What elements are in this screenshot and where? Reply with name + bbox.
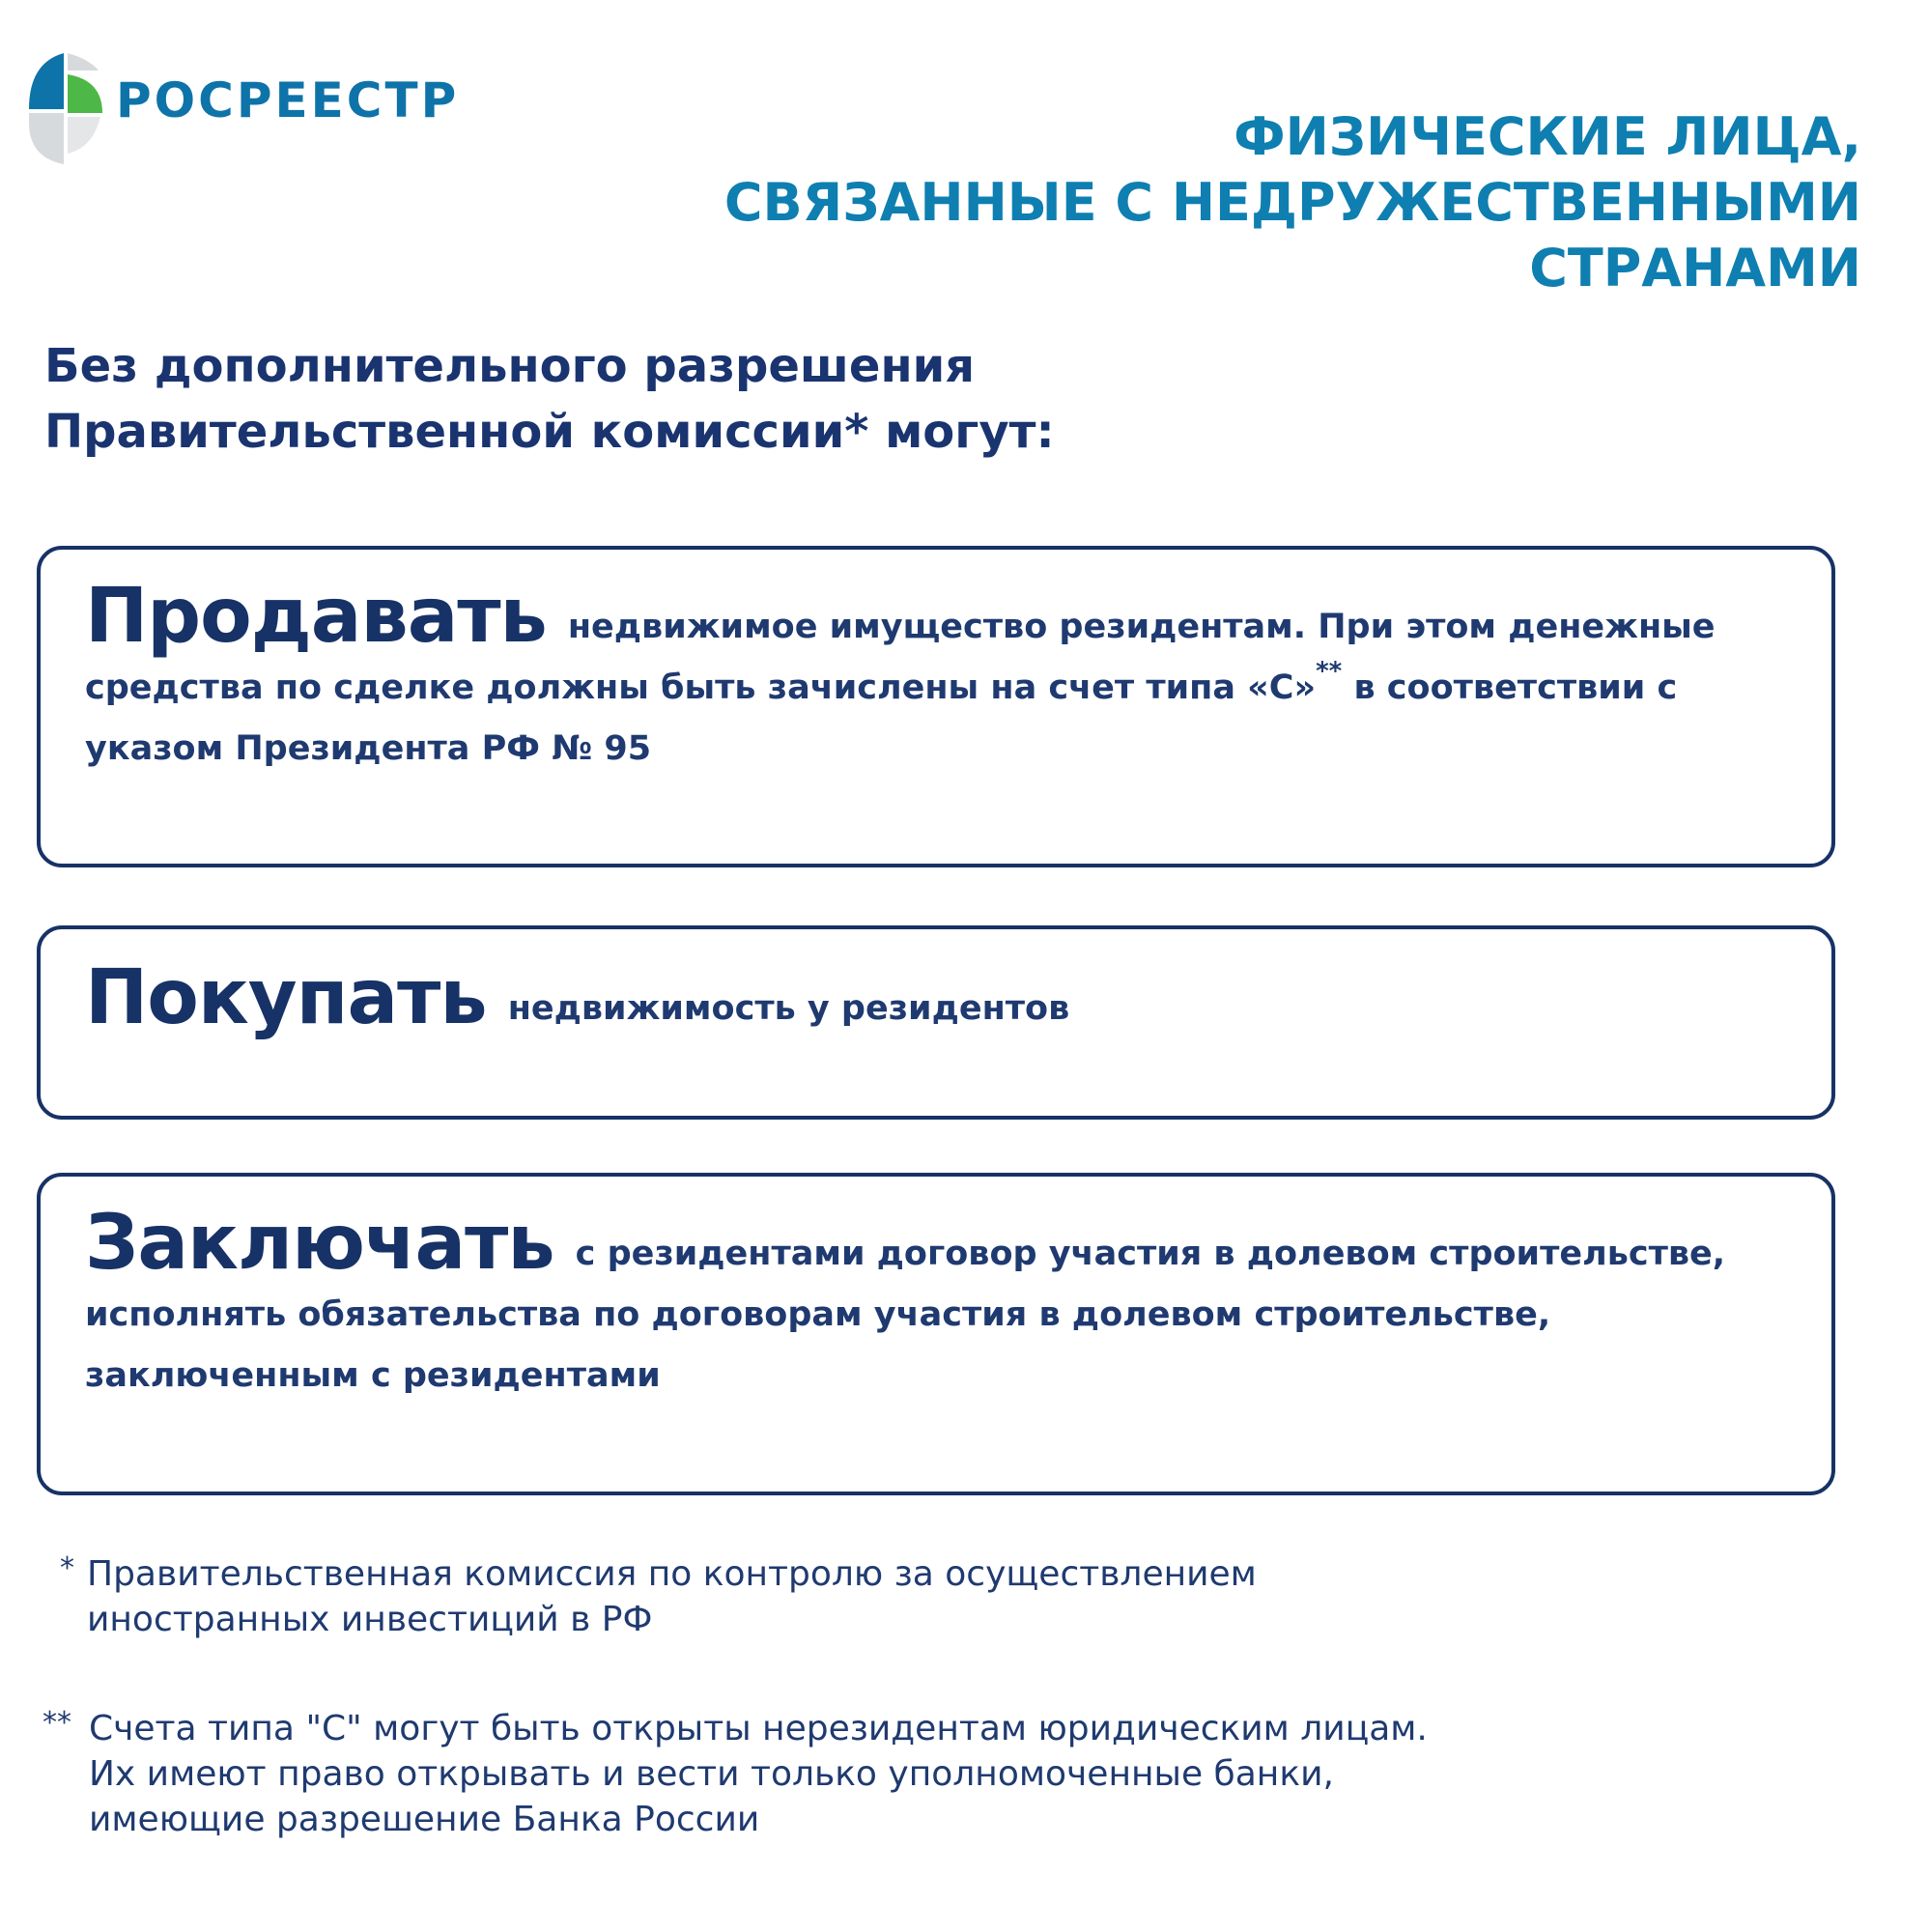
card-contract-verb: Заключать (85, 1200, 554, 1287)
card-buy-body (85, 954, 1783, 1041)
card-buy-verb: Покупать (85, 954, 487, 1041)
footnote-text: Счета типа "С" могут быть открыты нерезидентам юридическим лицам. Их имеют право открывать и вести только уполномоченные банки, имеющие разрешение Банка России (89, 1709, 1428, 1839)
footnote-text: Правительственная комиссия по контролю за осуществлением иностранных инвестиций в РФ (87, 1554, 1257, 1639)
footnote-mark: ** (43, 1706, 71, 1740)
footnote-commission (60, 1551, 1509, 1642)
card-sell-text: недвижимое имущество резидентам. При этом денежные средства по сделке должны быть зачислены на счет типа «С» (85, 608, 1716, 707)
card-contract-text: с резидентами договор участия в долевом строительстве, исполнять обязательства по договорам участия в долевом строительстве, заключенным с резидентами (85, 1235, 1726, 1395)
footnote-mark: * (60, 1551, 74, 1585)
intro-heading: Без дополнительного разрешения Правительственной комиссии* могут: (44, 339, 1055, 459)
footnote-ref-double-asterisk: ** (1316, 657, 1343, 686)
logo-wordmark: РОСРЕЕСТР (116, 72, 460, 128)
card-sell-text-after: в соответствии с указом Президента РФ № 95 (85, 668, 1678, 768)
card-contract (37, 1173, 1835, 1495)
footnote-account-type (43, 1706, 1588, 1842)
rosreestr-logo (29, 53, 493, 164)
rosreestr-emblem-icon (29, 53, 102, 164)
card-contract-body (85, 1200, 1783, 1406)
card-sell-verb: Продавать (85, 573, 547, 660)
card-buy (37, 925, 1835, 1120)
page-title: ФИЗИЧЕСКИЕ ЛИЦА, СВЯЗАННЫЕ С НЕДРУЖЕСТВЕННЫМИ СТРАНАМИ (723, 106, 1861, 298)
card-sell (37, 546, 1835, 867)
card-sell-body (85, 573, 1783, 780)
card-buy-text: недвижимость у резидентов (507, 989, 1070, 1028)
